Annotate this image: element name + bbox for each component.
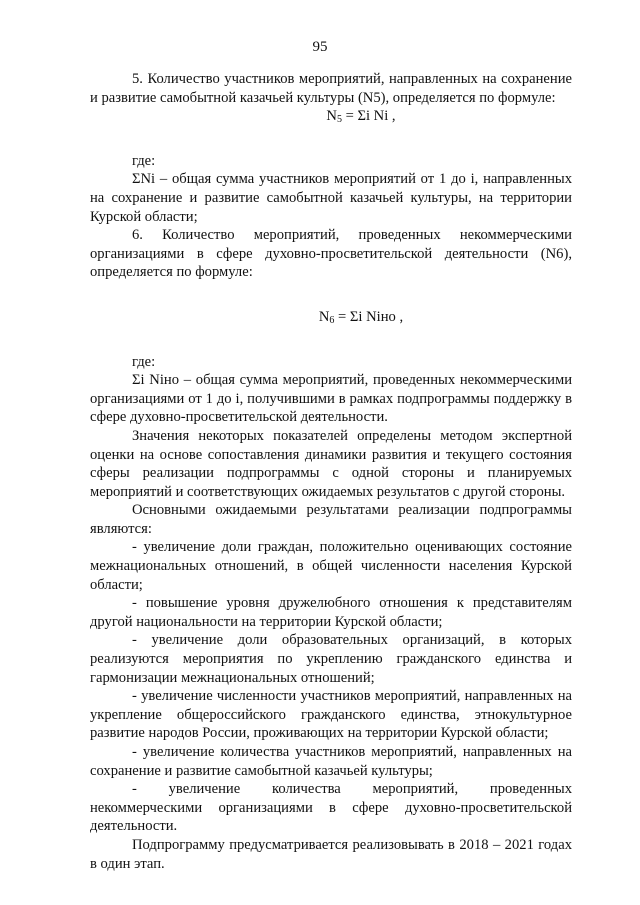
formula-n6-explanation: Σi Niно – общая сумма мероприятий, проведенных некоммерческими организациями от 1 до i, получившими в рамках подпрограммы поддержку в сфере духовно-просветительской деятельности. (90, 372, 572, 426)
list-item-result: - повышение уровня дружелюбного отношения к представителям другой национальности на территории Курской области; (90, 595, 572, 630)
paragraph-indicator-6: 6. Количество мероприятий, проведенных некоммерческими организациями в сфере духовно-просветительской деятельности (N6), определяется по формуле: (90, 227, 572, 281)
paragraph-expected-results-intro: Основными ожидаемыми результатами реализации подпрограммы являются: (90, 502, 572, 537)
formula-n5: $N_5 = \Sigma i$ Ni , (326, 108, 396, 126)
where-label: где: (132, 353, 156, 370)
formula-n6: $N_6 = \Sigma i$ Niно , (318, 308, 404, 326)
paragraph-implementation-period: Подпрограмму предусматривается реализовывать в 2018 – 2021 годах в один этап. (90, 836, 572, 872)
list-item-result: - увеличение количества участников мероприятий, направленных на сохранение и развитие самобытной казачьей культуры; (90, 744, 572, 779)
list-item-result: - увеличение численности участников мероприятий, направленных на укрепление общероссийского гражданского единства, этнокультурное развитие народов России, проживающих на территории Курской области; (90, 688, 572, 742)
formula-n5-explanation: ΣNi – общая сумма участников мероприятий от 1 до i, направленных на сохранение и развитие самобытной казачьей культуры, на территории Курской области; (90, 171, 572, 225)
page-number: 95 (312, 39, 328, 55)
paragraph-indicator-5: 5. Количество участников мероприятий, направленных на сохранение и развитие самобытной казачьей культуры (N5), определяется по формуле: (90, 71, 572, 106)
list-item-result: - увеличение доли образовательных организаций, в которых реализуются мероприятия по укреплению гражданского единства и гармонизации межнациональных отношений; (90, 632, 572, 686)
list-item-result: - увеличение доли граждан, положительно оценивающих состояние межнациональных отношений, в общей численности населения Курской области; (90, 539, 572, 593)
list-item-result: - увеличение количества мероприятий, проведенных некоммерческими организациями в сфере духовно-просветительской деятельности. (90, 781, 572, 835)
where-label: где: (132, 152, 156, 169)
paragraph-expert-evaluation: Значения некоторых показателей определены методом экспертной оценки на основе сопоставления динамики развития и текущего состояния сферы реализации подпрограммы с одной стороны и планируемых мероприятий и соответствующих ожидаемых результатов с другой стороны. (90, 427, 572, 500)
document-body (90, 70, 572, 873)
